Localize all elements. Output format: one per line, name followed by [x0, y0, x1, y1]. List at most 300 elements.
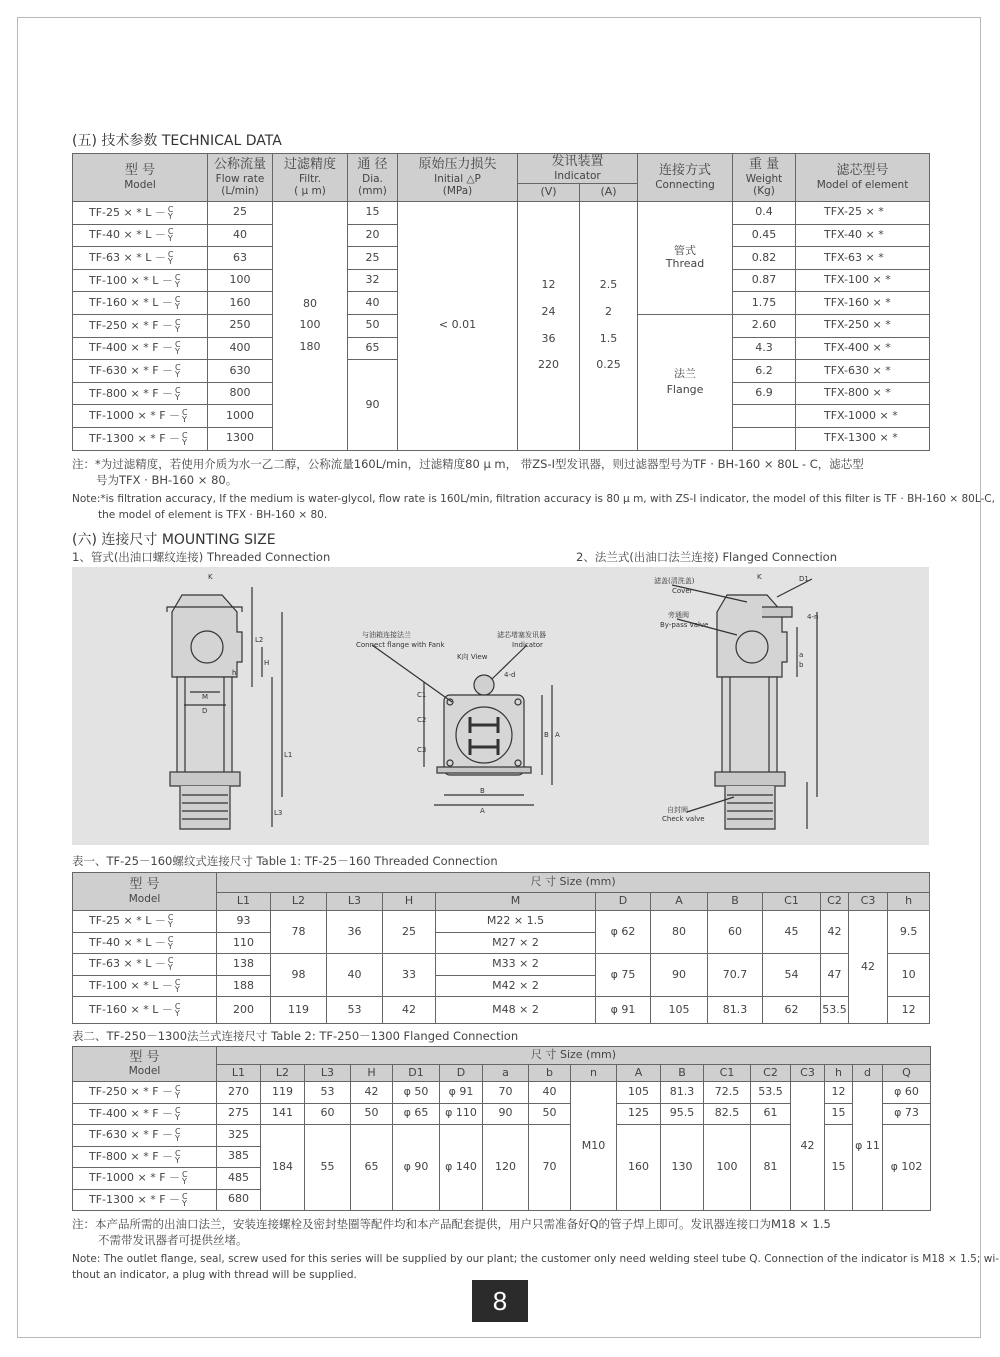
suffix-y: Y [182, 1198, 187, 1208]
model-cell [73, 405, 208, 428]
suffix-c: C [167, 956, 174, 966]
suffix-y: Y [175, 1091, 180, 1101]
suffix-y: Y [175, 369, 180, 379]
c2-cell: 61 [751, 1103, 791, 1125]
section-technical-data-title: (五) 技术参数 TECHNICAL DATA [72, 133, 282, 149]
b-cell: 60 [708, 911, 763, 954]
technical-data-table [72, 153, 930, 451]
a-cell: 90 [483, 1103, 529, 1125]
current-cell-value: 2.5 [599, 278, 618, 292]
header-pressure-loss: 原始压力损失 Initial △P (MPa) [398, 154, 518, 202]
l1-cell: 385 [217, 1146, 261, 1168]
suffix-c: C [182, 408, 188, 418]
d-cell: φ 11 [853, 1082, 883, 1211]
threaded-connection-label: 1、管式(出油口螺纹连接) Threaded Connection [72, 550, 331, 564]
suffix-c: C [174, 272, 181, 282]
h-cell: 9.5 [888, 911, 930, 954]
model-name: TF-100 × * L － [89, 273, 173, 287]
c2-cell: 53.5 [821, 997, 849, 1023]
b-cell: 70.7 [708, 954, 763, 997]
table2-caption: 表二、TF-250－1300法兰式连接尺寸 Table 2: TF-250－1300 Flanged Connection [72, 1029, 519, 1043]
suffix-y: Y [182, 437, 187, 447]
flanged-connection-table [72, 1046, 931, 1211]
a-cell: 125 [617, 1103, 661, 1125]
suffix-y: Y [167, 920, 173, 930]
suffix-y: Y [175, 1155, 180, 1165]
table-row [73, 911, 930, 933]
suffix-stack [175, 1150, 181, 1164]
table2-header-size: 尺 寸 Size (mm) [217, 1047, 931, 1065]
a-cell: 70 [483, 1082, 529, 1104]
l2-cell: 98 [271, 954, 327, 997]
model-name: TF-63 × * L － [89, 250, 166, 264]
b-cell: 70 [529, 1125, 571, 1211]
model-name: TF-1000 × * F － [89, 409, 181, 423]
l1-cell: 188 [217, 975, 271, 997]
weight-cell: 6.9 [733, 382, 796, 405]
note-filtration [72, 456, 995, 523]
label-c3: C3 [417, 746, 427, 754]
label-connect-flange-zh: 与油箱连接法兰 [362, 631, 411, 639]
label-k-view: K向 View [457, 653, 488, 661]
suffix-c: C [182, 430, 188, 440]
label-b-side: B [544, 731, 549, 739]
table2-col-header: H [351, 1065, 393, 1082]
table1-col-header: C2 [821, 893, 849, 911]
a-cell: 90 [651, 954, 708, 997]
l3-cell: 40 [327, 954, 383, 997]
l3-cell: 60 [305, 1103, 351, 1125]
filtration-cell-value: 80 [303, 296, 317, 310]
label-k: K [757, 573, 762, 581]
suffix-c: C [182, 1191, 188, 1201]
suffix-stack [175, 319, 181, 333]
suffix-stack [168, 228, 174, 242]
suffix-y: Y [174, 1009, 180, 1019]
header-element-model: 滤芯型号 Model of element [796, 154, 930, 202]
filtration-cell [273, 202, 348, 451]
h-cell: 50 [351, 1103, 393, 1125]
a-cell: 160 [617, 1125, 661, 1211]
mounting-drawing [72, 567, 929, 845]
c1-cell: 54 [763, 954, 821, 997]
d1-cell: φ 65 [393, 1103, 440, 1125]
suffix-y: Y [175, 347, 180, 357]
voltage-cell-value: 36 [541, 331, 556, 345]
d1-cell: φ 90 [393, 1125, 440, 1211]
table1-col-header: H [383, 893, 436, 911]
a-cell: 105 [617, 1082, 661, 1104]
model-name: TF-250 × * F － [89, 318, 174, 332]
l2-cell: 78 [271, 911, 327, 954]
c2-cell: 53.5 [751, 1082, 791, 1104]
flanged-connection-label: 2、法兰式(出油口法兰连接) Flanged Connection [576, 550, 837, 564]
model-cell [73, 1146, 217, 1168]
q-cell: φ 60 [883, 1082, 931, 1104]
m-cell: M42 × 2 [436, 975, 596, 997]
b-cell: 50 [529, 1103, 571, 1125]
label-l1: L1 [284, 751, 293, 759]
suffix-c: C [175, 385, 181, 395]
note-en-line: thout an indicator, a plug with thread will be supplied. [72, 1269, 357, 1281]
c1-cell: 62 [763, 997, 821, 1023]
d-cell: φ 91 [440, 1082, 483, 1104]
b-cell: 130 [661, 1125, 704, 1211]
m-cell: M33 × 2 [436, 954, 596, 976]
c2-cell: 42 [821, 911, 849, 954]
suffix-c: C [182, 1170, 188, 1180]
table2-col-header: C1 [704, 1065, 751, 1082]
table1-col-header: M [436, 893, 596, 911]
table2-col-header: L3 [305, 1065, 351, 1082]
suffix-c: C [174, 978, 181, 988]
label-cover-en: Cover [672, 587, 693, 595]
note-en-line: the model of element is TFX · BH-160 × 80. [98, 509, 328, 521]
label-b: B [480, 787, 485, 795]
c3-cell: 42 [849, 911, 888, 1024]
suffix-c: C [175, 1148, 181, 1158]
suffix-stack [168, 251, 174, 265]
model-cell [73, 1082, 217, 1104]
a-cell: 120 [483, 1125, 529, 1211]
label-k: K [208, 573, 213, 581]
table1-col-header: h [888, 893, 930, 911]
model-cell [73, 314, 208, 337]
l1-cell: 325 [217, 1125, 261, 1147]
model-cell [73, 1168, 217, 1190]
connecting-flange-cell-value: 法兰 [674, 366, 697, 380]
flow-rate-cell: 160 [208, 292, 273, 315]
d-cell: φ 75 [596, 954, 651, 997]
label-h: H [264, 659, 270, 667]
table1-col-header: A [651, 893, 708, 911]
model-name: TF-40 × * L － [89, 935, 166, 949]
threaded-connection-table [72, 872, 930, 1024]
suffix-stack [182, 1193, 188, 1207]
element-model-cell: TFX-630 × * [796, 360, 930, 383]
h-cell: 12 [825, 1082, 853, 1104]
model-cell [73, 1189, 217, 1211]
model-cell [73, 997, 217, 1023]
header-filtration: 过滤精度 Filtr. ( μ m) [273, 154, 348, 202]
model-name: TF-100 × * L － [89, 979, 173, 993]
model-cell [73, 360, 208, 383]
weight-cell: 0.4 [733, 202, 796, 225]
suffix-stack [175, 387, 181, 401]
suffix-stack [168, 936, 174, 950]
label-connect-flange-en: Connect flange with Fank [356, 641, 445, 649]
suffix-stack [175, 296, 181, 310]
h-cell: 33 [383, 954, 436, 997]
filtration-cell-value: 180 [299, 340, 321, 354]
page-number: 8 [472, 1280, 528, 1322]
table2-col-header: D1 [393, 1065, 440, 1082]
model-cell [73, 1125, 217, 1147]
l3-cell: 53 [327, 997, 383, 1023]
suffix-y: Y [175, 392, 180, 402]
suffix-y: Y [167, 256, 173, 266]
label-small-a: a [799, 651, 804, 659]
q-cell: φ 102 [883, 1125, 931, 1211]
suffix-stack [175, 274, 181, 288]
suffix-stack [175, 1128, 181, 1142]
table1-col-header: B [708, 893, 763, 911]
suffix-y: Y [174, 985, 180, 995]
header-voltage: (V) [518, 184, 580, 202]
model-cell [73, 292, 208, 315]
dia-cell: 25 [348, 247, 398, 270]
model-name: TF-25 × * L － [89, 914, 166, 928]
l1-cell: 138 [217, 954, 271, 976]
dia-cell: 15 [348, 202, 398, 225]
h-cell: 12 [888, 997, 930, 1023]
dia-cell: 50 [348, 314, 398, 337]
header-weight: 重 量 Weight (Kg) [733, 154, 796, 202]
table2-col-header: Q [883, 1065, 931, 1082]
label-bypass-zh: 旁通阀 [668, 611, 689, 619]
label-c1: C1 [417, 691, 427, 699]
suffix-stack [182, 432, 188, 446]
model-name: TF-160 × * L － [89, 1003, 173, 1017]
suffix-c: C [167, 249, 174, 259]
dia-cell: 40 [348, 292, 398, 315]
table2-col-header: d [853, 1065, 883, 1082]
l2-cell: 184 [261, 1125, 305, 1211]
weight-cell: 6.2 [733, 360, 796, 383]
label-indicator-en: Indicator [512, 641, 543, 649]
a-cell: 80 [651, 911, 708, 954]
h-cell: 10 [888, 954, 930, 997]
model-name: TF-800 × * F － [89, 1149, 174, 1163]
label-a: A [480, 807, 485, 815]
suffix-c: C [167, 227, 174, 237]
weight-cell: 4.3 [733, 337, 796, 360]
connecting-thread-cell-value: Thread [665, 257, 705, 271]
suffix-c: C [167, 934, 174, 944]
suffix-y: Y [167, 211, 173, 221]
table2-col-header: B [661, 1065, 704, 1082]
suffix-stack [175, 979, 181, 993]
table2-col-header: b [529, 1065, 571, 1082]
note-zh-line: 号为TFX · BH-160 × 80。 [96, 473, 238, 487]
suffix-c: C [167, 204, 174, 214]
b-cell: 81.3 [661, 1082, 704, 1104]
header-flow-rate: 公称流量 Flow rate (L/min) [208, 154, 273, 202]
model-cell [73, 337, 208, 360]
l2-cell: 119 [261, 1082, 305, 1104]
suffix-stack [175, 1107, 181, 1121]
flow-rate-cell: 1300 [208, 427, 273, 450]
a-cell: 105 [651, 997, 708, 1023]
table-row [73, 954, 930, 976]
h-cell: 15 [825, 1103, 853, 1125]
note-en-line: Note: The outlet flange, seal, screw used for this series will be supplied by our plant; the customer only need welding steel tube Q. Connection of the indicator is M18 × 1.5; wi- [72, 1253, 1000, 1265]
voltage-cell-value: 24 [541, 305, 556, 319]
element-model-cell: TFX-800 × * [796, 382, 930, 405]
filtration-cell-value: 100 [299, 318, 321, 332]
connecting-flange-cell-value: Flange [666, 383, 704, 397]
l2-cell: 119 [271, 997, 327, 1023]
table2-col-header: L2 [261, 1065, 305, 1082]
label-m: M [202, 693, 209, 701]
suffix-y: Y [175, 1112, 180, 1122]
suffix-c: C [167, 913, 174, 923]
model-cell [73, 269, 208, 292]
flow-rate-cell: 25 [208, 202, 273, 225]
table1-col-header: D [596, 893, 651, 911]
d1-cell: φ 50 [393, 1082, 440, 1104]
table1-header-model: 型 号 Model [73, 873, 217, 911]
element-model-cell: TFX-1000 × * [796, 405, 930, 428]
label-d: D [202, 707, 208, 715]
weight-cell: 1.75 [733, 292, 796, 315]
table-row [73, 1082, 931, 1104]
element-model-cell: TFX-25 × * [796, 202, 930, 225]
element-model-cell: TFX-250 × * [796, 314, 930, 337]
label-c2: C2 [417, 716, 427, 724]
b-cell: 81.3 [708, 997, 763, 1023]
suffix-c: C [175, 362, 181, 372]
mounting-diagram [72, 567, 929, 845]
table-row [73, 202, 930, 225]
table-row [73, 997, 930, 1023]
flow-rate-cell: 400 [208, 337, 273, 360]
element-model-cell: TFX-40 × * [796, 224, 930, 247]
model-name: TF-160 × * L － [89, 296, 173, 310]
weight-cell: 0.45 [733, 224, 796, 247]
model-cell [73, 247, 208, 270]
c1-cell: 100 [704, 1125, 751, 1211]
weight-cell: 0.82 [733, 247, 796, 270]
model-cell [73, 954, 217, 976]
weight-cell [733, 405, 796, 428]
label-bypass-en: By-pass valve [660, 621, 709, 629]
table1-header-size: 尺 寸 Size (mm) [217, 873, 930, 893]
pressure-loss-cell: < 0.01 [398, 202, 518, 451]
flow-rate-cell: 63 [208, 247, 273, 270]
h-cell: 65 [351, 1125, 393, 1211]
connecting-thread-cell [638, 202, 733, 315]
suffix-y: Y [167, 963, 173, 973]
table2-col-header: h [825, 1065, 853, 1082]
model-name: TF-400 × * F － [89, 341, 174, 355]
current-cell [580, 202, 638, 451]
c1-cell: 45 [763, 911, 821, 954]
q-cell: φ 73 [883, 1103, 931, 1125]
table2-col-header: C3 [791, 1065, 825, 1082]
section-mounting-size-title: (六) 连接尺寸 MOUNTING SIZE [72, 532, 276, 548]
table1-col-header: C3 [849, 893, 888, 911]
l3-cell: 53 [305, 1082, 351, 1104]
flow-rate-cell: 250 [208, 314, 273, 337]
connecting-thread-cell-value: 管式 [674, 243, 697, 257]
d-cell: φ 91 [596, 997, 651, 1023]
m-cell: M22 × 1.5 [436, 911, 596, 933]
suffix-c: C [175, 317, 181, 327]
label-check-valve-zh: 自封阀 [667, 806, 688, 814]
c2-cell: 81 [751, 1125, 791, 1211]
l1-cell: 270 [217, 1082, 261, 1104]
table1-caption: 表一、TF-25－160螺纹式连接尺寸 Table 1: TF-25－160 Threaded Connection [72, 854, 498, 868]
note-zh-line: 注：本产品所需的出油口法兰，安装连接螺栓及密封垫圈等配件均和本产品配套提供，用户只需准备好Q的管子焊上即可。发讯器连接口为M18 × 1.5 [72, 1217, 831, 1231]
suffix-y: Y [175, 324, 180, 334]
voltage-cell-value: 220 [538, 358, 559, 372]
header-connecting: 连接方式 Connecting [638, 154, 733, 202]
model-cell [73, 1103, 217, 1125]
voltage-cell [518, 202, 580, 451]
flow-rate-cell: 800 [208, 382, 273, 405]
label-d1: D1 [799, 575, 809, 583]
model-name: TF-630 × * F － [89, 1128, 174, 1142]
element-model-cell: TFX-160 × * [796, 292, 930, 315]
note-zh-line: 注：*为过滤精度，若使用介质为水一乙二醇，公称流量160L/min，过滤精度80 μ m， 带ZS-I型发讯器，则过滤器型号为TF · BH-160 × 80L - C，滤芯型 [72, 457, 864, 471]
suffix-stack [175, 364, 181, 378]
model-name: TF-1000 × * F － [89, 1171, 181, 1185]
l3-cell: 36 [327, 911, 383, 954]
l1-cell: 275 [217, 1103, 261, 1125]
l2-cell: 141 [261, 1103, 305, 1125]
model-cell [73, 975, 217, 997]
table2-col-header: n [571, 1065, 617, 1082]
suffix-stack [168, 206, 174, 220]
model-name: TF-800 × * F － [89, 386, 174, 400]
suffix-c: C [174, 295, 181, 305]
m-cell: M27 × 2 [436, 932, 596, 954]
table1-col-header: L1 [217, 893, 271, 911]
model-name: TF-400 × * F － [89, 1106, 174, 1120]
element-model-cell: TFX-400 × * [796, 337, 930, 360]
l1-cell: 200 [217, 997, 271, 1023]
weight-cell: 2.60 [733, 314, 796, 337]
model-cell [73, 382, 208, 405]
dia-cell: 20 [348, 224, 398, 247]
weight-cell: 0.87 [733, 269, 796, 292]
model-name: TF-25 × * L － [89, 205, 166, 219]
h-cell: 42 [383, 997, 436, 1023]
c1-cell: 82.5 [704, 1103, 751, 1125]
suffix-c: C [175, 1127, 181, 1137]
suffix-c: C [175, 1084, 181, 1094]
b-cell: 95.5 [661, 1103, 704, 1125]
label-small-b: b [799, 661, 804, 669]
d-cell: φ 140 [440, 1125, 483, 1211]
n-cell: M10 [571, 1082, 617, 1211]
h-cell: 15 [825, 1125, 853, 1211]
label-check-valve-en: Check valve [662, 815, 705, 823]
suffix-stack [168, 957, 174, 971]
element-model-cell: TFX-100 × * [796, 269, 930, 292]
h-cell: 25 [383, 911, 436, 954]
note-accessories [72, 1216, 999, 1283]
suffix-stack [175, 1003, 181, 1017]
dia-cell: 65 [348, 337, 398, 360]
model-name: TF-1300 × * F － [89, 1192, 181, 1206]
table2-col-header: a [483, 1065, 529, 1082]
header-model: 型 号 Model [73, 154, 208, 202]
suffix-c: C [175, 1105, 181, 1115]
suffix-y: Y [174, 279, 180, 289]
table2-col-header: C2 [751, 1065, 791, 1082]
current-cell-value: 2 [605, 305, 612, 319]
model-cell [73, 224, 208, 247]
weight-cell [733, 427, 796, 450]
suffix-c: C [174, 1002, 181, 1012]
suffix-y: Y [175, 1134, 180, 1144]
table1-col-header: L2 [271, 893, 327, 911]
label-indicator-zh: 滤芯堵塞发讯器 [497, 631, 546, 639]
flow-rate-cell: 630 [208, 360, 273, 383]
flow-rate-cell: 1000 [208, 405, 273, 428]
